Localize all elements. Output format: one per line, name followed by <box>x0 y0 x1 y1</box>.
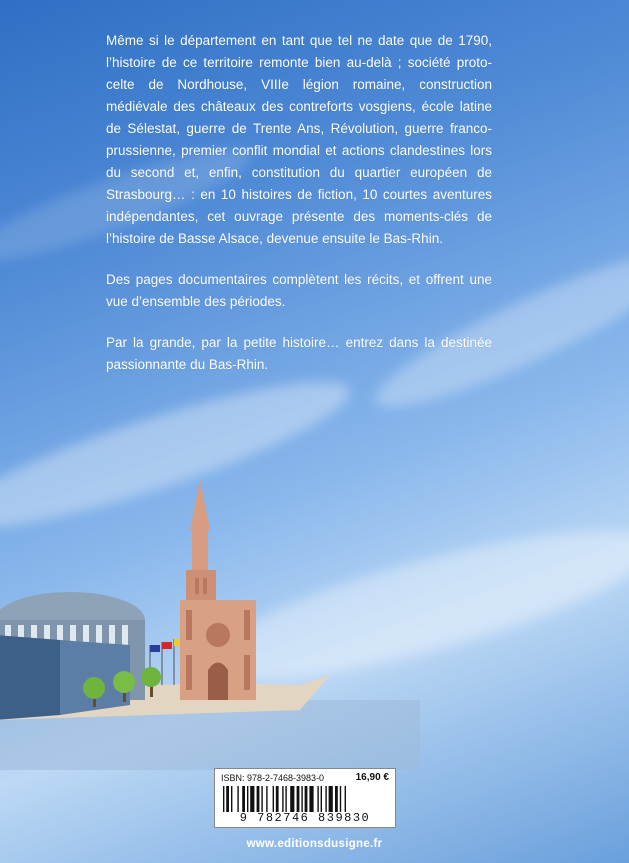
barcode-label <box>214 768 396 828</box>
blurb-paragraph-1: Même si le département en tant que tel ne date que de 1790, l’histoire de ce territoire remonte bien au-delà ; société proto-celte de Nordhouse, VIIIe légion romaine, construction médiévale des châteaux des contreforts vosgiens, école latine de Sélestat, guerre de Trente Ans, Révolution, guerre franco-prussienne, premier conflit mondial et actions clandestines lors du second et, enfin, constitution du quartier européen de Strasbourg… : en 10 histoires de fiction, 10 courtes aventures indépendantes, cet ouvrage présente des moments-clés de l’histoire de Basse Alsace, devenue ensuite le Bas-Rhin. <box>106 33 492 246</box>
blurb-paragraph-2: Des pages documentaires complètent les récits, et offrent une vue d’ensemble des périodes. <box>106 272 492 309</box>
publisher-url: www.editionsdusigne.fr <box>246 838 383 850</box>
barcode-bars <box>223 786 387 812</box>
cathedral-illustration <box>180 480 256 700</box>
isbn-text: ISBN: 978-2-7468-3983-0 <box>221 773 325 783</box>
price-text: 16,90 € <box>355 772 389 783</box>
blurb-paragraph-3: Par la grande, par la petite histoire… entrez dans la destinée passionnante du Bas-Rhin. <box>106 335 492 372</box>
barcode-number: 9 782746 839830 <box>239 811 371 825</box>
blurb-text <box>106 30 492 395</box>
strasbourg-illustration <box>0 470 629 770</box>
